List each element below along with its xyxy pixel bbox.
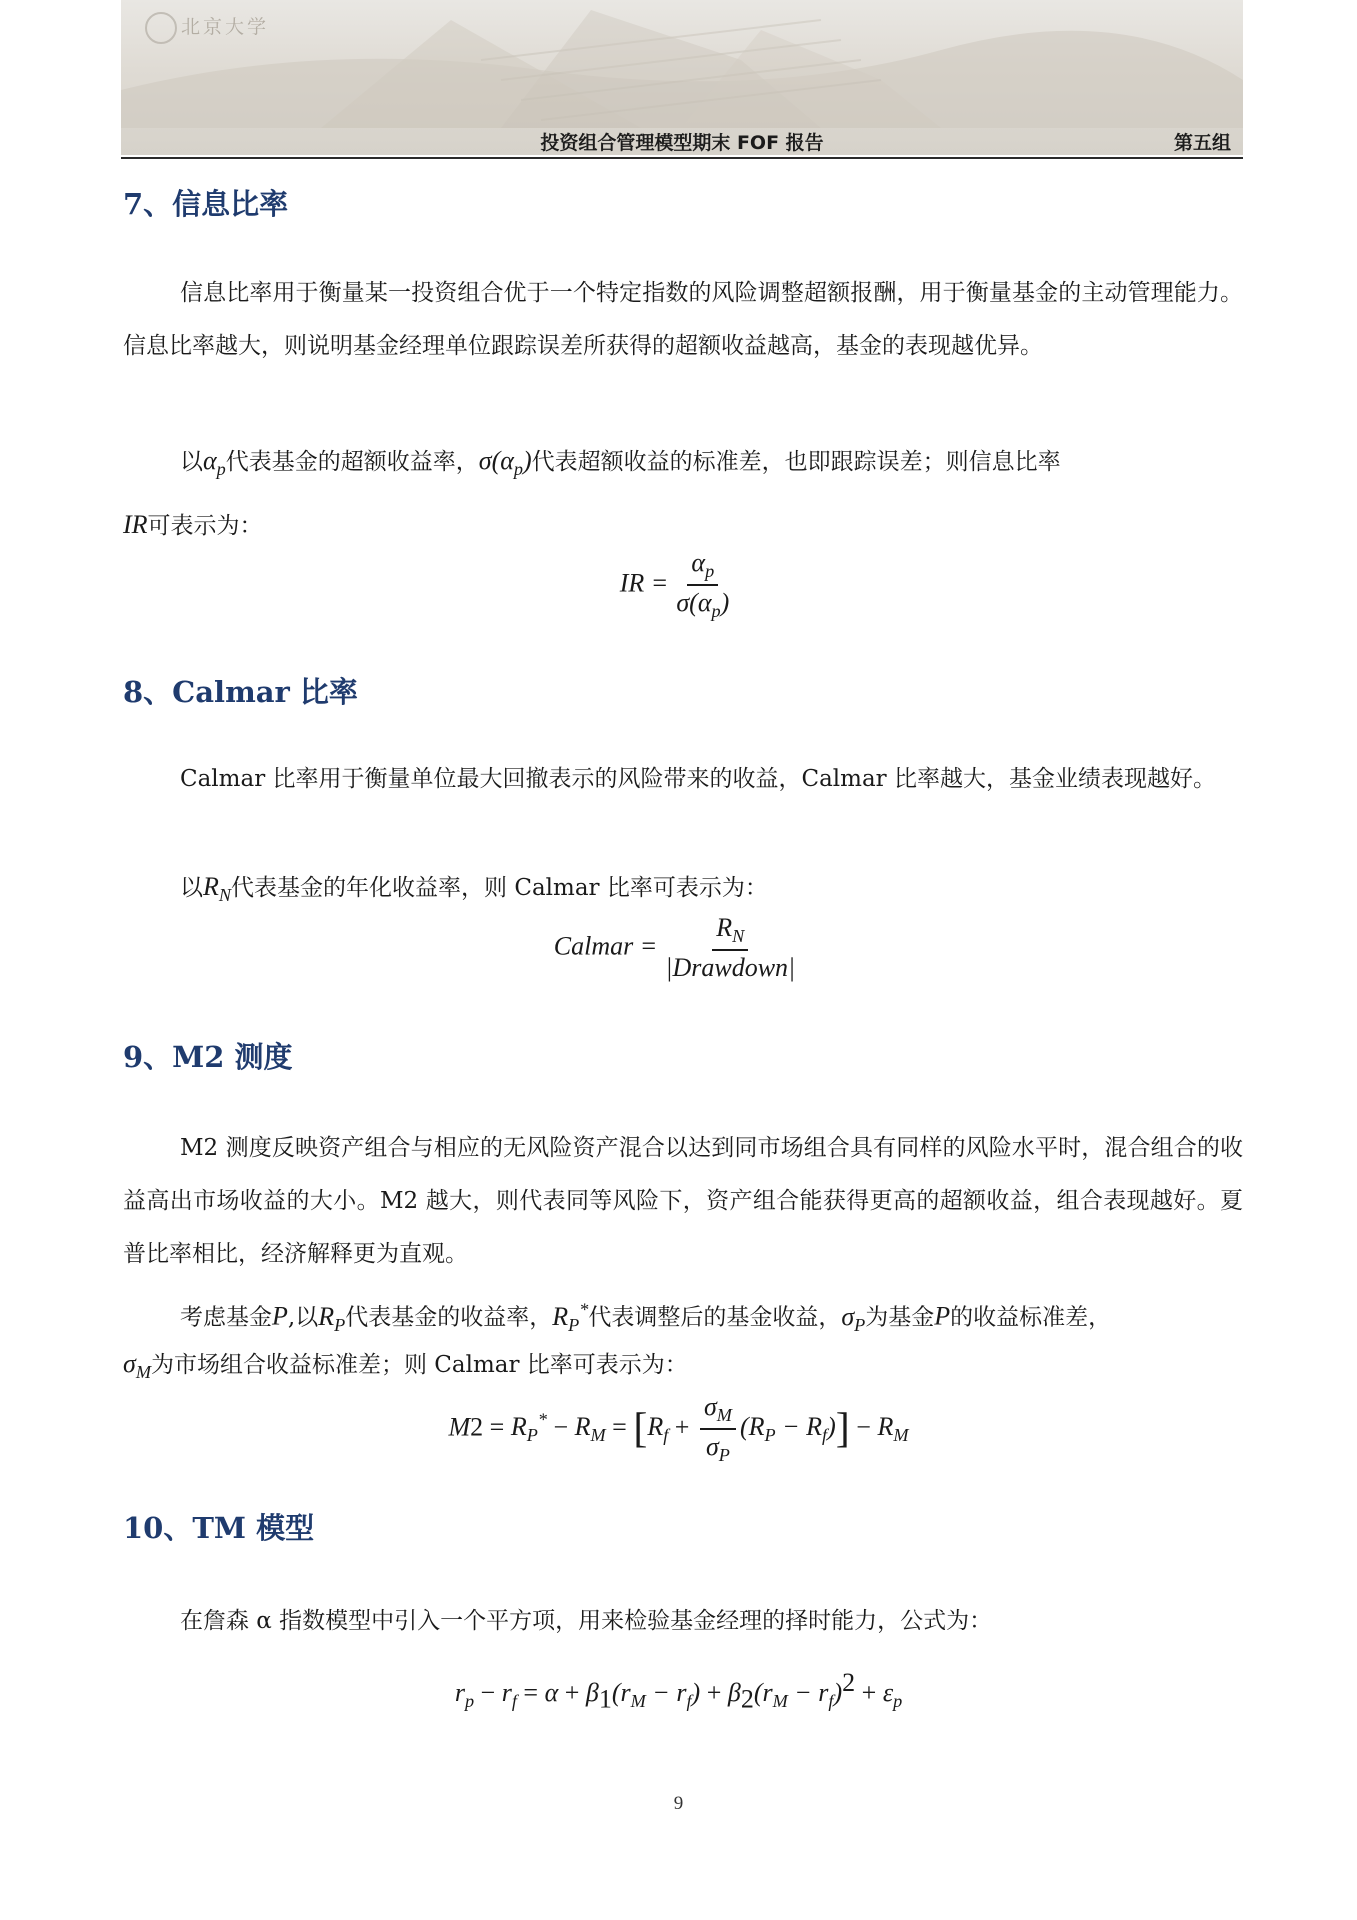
calmar-formula: Calmar = $\frac{R_N}{\text{|Drawdown|}}$ (553, 913, 796, 983)
ir-definition-line1: 以$\alpha_p$代表基金的超额收益率，$\sigma(\alpha_p)$代表超额收益的标准差，也即跟踪误差；则信息比率 (180, 446, 1061, 480)
ir-paragraph: 信息比率用于衡量某一投资组合优于一个特定指数的风险调整超额报酬，用于衡量基金的主动管理能力。信息比率越大，则说明基金经理单位跟踪误差所获得的超额收益越高，基金的表现越优异。 (123, 280, 1243, 359)
m2-formula: $M2 = R_P^* - R_M = [R_f$ + $\frac{\sigma_M}{\sigma_P}$ $(R_P - R_f)] - R_M$ (448, 1392, 909, 1466)
ir-formula: IR = $\frac{\alpha_p}{\sigma(\alpha_p)}$ (619, 548, 730, 622)
logo-mark-icon (145, 12, 177, 44)
ir-definition-line2: IR可表示为： (123, 510, 263, 539)
group-label: 第五组 (1173, 132, 1231, 154)
calmar-paragraph: Calmar 比率用于衡量单位最大回撤表示的风险带来的收益，Calmar 比率越大，基金业绩表现越好。 (180, 766, 1216, 792)
report-title: 投资组合管理模型期末 FOF 报告 (540, 132, 824, 154)
section-heading-m2: 9、M2 测度 (123, 1040, 293, 1074)
tm-formula: $r_p - r_f = \alpha + \beta_1(r_M - r_f) + \beta_2(r_M - r_f)^2 + \varepsilon_p$ (454, 1668, 903, 1714)
tm-paragraph: 在詹森 α 指数模型中引入一个平方项，用来检验基金经理的择时能力，公式为： (180, 1608, 993, 1634)
m2-paragraph: M2 测度反映资产组合与相应的无风险资产混合以达到同市场组合具有同样的风险水平时，混合组合的收益高出市场收益的大小。M2 越大，则代表同等风险下，资产组合能获得更高的超额收益，组合表现越好。夏普比率相比，经济解释更为直观。 (123, 1135, 1243, 1267)
section-heading-calmar: 8、Calmar 比率 (123, 675, 358, 709)
calmar-definition: 以$R_N$代表基金的年化收益率，则 Calmar 比率可表示为： (180, 872, 768, 906)
m2-definition-line1: 考虑基金P,以$R_P$代表基金的收益率，$R_P^*$代表调整后的基金收益，$\sigma_P$为基金P的收益标准差， (180, 1299, 1112, 1335)
page-number: 9 (673, 1793, 684, 1814)
header-banner (121, 0, 1243, 155)
decorative-architecture-image (121, 0, 1243, 128)
logo-text: 北京大学 (181, 16, 270, 38)
m2-definition-line2: $\sigma_M$为市场组合收益标准差；则 Calmar 比率可表示为： (123, 1349, 688, 1383)
header-rule (121, 157, 1243, 159)
section-heading-tm: 10、TM 模型 (123, 1511, 315, 1545)
section-heading-ir: 7、信息比率 (123, 187, 289, 221)
